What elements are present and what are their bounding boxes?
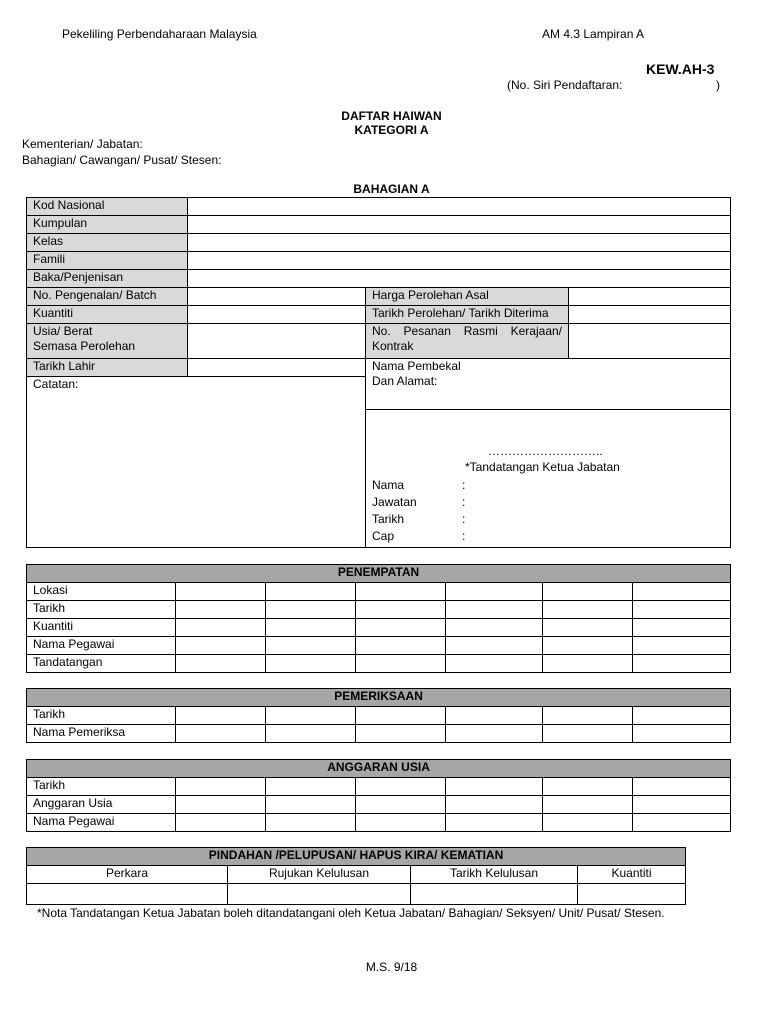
field-no-pengenalan[interactable] bbox=[188, 288, 366, 306]
anggaran-cell[interactable] bbox=[266, 814, 356, 832]
sig-label-jawatan: Jawatan bbox=[372, 495, 417, 509]
anggaran-cell[interactable] bbox=[356, 778, 446, 796]
label-catatan: Catatan: bbox=[33, 377, 79, 391]
pemeriksaan-cell[interactable] bbox=[633, 707, 731, 725]
field-famili[interactable] bbox=[188, 252, 731, 270]
anggaran-cell[interactable] bbox=[176, 814, 266, 832]
label-pesanan bbox=[366, 324, 569, 359]
anggaran-cell[interactable] bbox=[446, 778, 543, 796]
anggaran-cell[interactable] bbox=[446, 796, 543, 814]
penempatan-title: PENEMPATAN bbox=[27, 565, 731, 583]
field-pesanan[interactable] bbox=[569, 324, 731, 359]
pemeriksaan-cell[interactable] bbox=[356, 707, 446, 725]
pemeriksaan-cell[interactable] bbox=[176, 707, 266, 725]
field-kod-nasional[interactable] bbox=[188, 198, 731, 216]
pemeriksaan-cell[interactable] bbox=[446, 725, 543, 743]
anggaran-cell[interactable] bbox=[356, 814, 446, 832]
penempatan-cell[interactable] bbox=[176, 619, 266, 637]
anggaran-cell[interactable] bbox=[543, 778, 633, 796]
label-kelas: Kelas bbox=[27, 234, 188, 252]
penempatan-row-label: Lokasi bbox=[27, 583, 176, 601]
anggaran-cell[interactable] bbox=[543, 814, 633, 832]
label-tarikh-lahir: Tarikh Lahir bbox=[27, 359, 188, 377]
label-usia-line1: Usia/ Berat bbox=[33, 324, 93, 338]
footnote: *Nota Tandatangan Ketua Jabatan boleh ditandatangani oleh Ketua Jabatan/ Bahagian/ Seksyen/ Unit/ Pusat/ Stesen. bbox=[37, 906, 665, 920]
pemeriksaan-cell[interactable] bbox=[543, 707, 633, 725]
pindahan-cell[interactable] bbox=[228, 884, 411, 905]
penempatan-cell[interactable] bbox=[176, 601, 266, 619]
penempatan-cell[interactable] bbox=[266, 583, 356, 601]
sig-label-tarikh: Tarikh bbox=[372, 512, 405, 526]
section-a-table bbox=[26, 197, 731, 548]
page-title: DAFTAR HAIWAN bbox=[341, 109, 442, 123]
label-pesanan-line1: No. Pesanan Rasmi Kerajaan/ bbox=[372, 324, 562, 338]
field-catatan[interactable] bbox=[27, 377, 366, 548]
signature-line: ……………………….. bbox=[488, 444, 603, 458]
header-left: Pekeliling Perbendaharaan Malaysia bbox=[62, 27, 257, 41]
pindahan-cell[interactable] bbox=[578, 884, 686, 905]
anggaran-row-label: Anggaran Usia bbox=[27, 796, 176, 814]
field-baka[interactable] bbox=[188, 270, 731, 288]
field-tarikh-lahir[interactable] bbox=[188, 359, 366, 377]
penempatan-cell[interactable] bbox=[446, 655, 543, 673]
pindahan-col-rujukan: Rujukan Kelulusan bbox=[228, 866, 411, 884]
page-number: M.S. 9/18 bbox=[365, 960, 418, 974]
penempatan-row-label: Tarikh bbox=[27, 601, 176, 619]
pemeriksaan-cell[interactable] bbox=[633, 725, 731, 743]
field-kuantiti[interactable] bbox=[188, 306, 366, 324]
penempatan-row-label: Tandatangan bbox=[27, 655, 176, 673]
anggaran-table bbox=[26, 759, 731, 832]
penempatan-cell[interactable] bbox=[356, 619, 446, 637]
label-famili: Famili bbox=[27, 252, 188, 270]
penempatan-cell[interactable] bbox=[266, 655, 356, 673]
penempatan-cell[interactable] bbox=[356, 583, 446, 601]
pemeriksaan-row-label: Tarikh bbox=[27, 707, 176, 725]
penempatan-row-label: Kuantiti bbox=[27, 619, 176, 637]
pemeriksaan-row-label: Nama Pemeriksa bbox=[27, 725, 176, 743]
pindahan-table bbox=[26, 847, 686, 905]
pindahan-col-kuantiti: Kuantiti bbox=[578, 866, 686, 884]
label-harga: Harga Perolehan Asal bbox=[366, 288, 569, 306]
pindahan-col-perkara: Perkara bbox=[27, 866, 228, 884]
serial-close: ) bbox=[716, 78, 720, 92]
penempatan-cell[interactable] bbox=[446, 637, 543, 655]
pemeriksaan-cell[interactable] bbox=[176, 725, 266, 743]
penempatan-cell[interactable] bbox=[633, 583, 731, 601]
penempatan-cell[interactable] bbox=[543, 655, 633, 673]
serial-label: (No. Siri Pendaftaran: bbox=[507, 78, 623, 92]
penempatan-cell[interactable] bbox=[543, 619, 633, 637]
penempatan-cell[interactable] bbox=[633, 619, 731, 637]
penempatan-cell[interactable] bbox=[543, 583, 633, 601]
label-no-pengenalan: No. Pengenalan/ Batch bbox=[27, 288, 188, 306]
pemeriksaan-cell[interactable] bbox=[356, 725, 446, 743]
label-kumpulan: Kumpulan bbox=[27, 216, 188, 234]
penempatan-cell[interactable] bbox=[633, 601, 731, 619]
penempatan-cell[interactable] bbox=[543, 601, 633, 619]
field-usia[interactable] bbox=[188, 324, 366, 359]
anggaran-cell[interactable] bbox=[356, 796, 446, 814]
sig-sep-nama: : bbox=[462, 478, 466, 492]
penempatan-cell[interactable] bbox=[543, 637, 633, 655]
penempatan-cell[interactable] bbox=[266, 637, 356, 655]
pemeriksaan-table bbox=[26, 688, 731, 743]
label-pesanan-line2: Kontrak bbox=[372, 339, 414, 353]
penempatan-cell[interactable] bbox=[176, 637, 266, 655]
ministry-label: Kementerian/ Jabatan: bbox=[22, 137, 143, 151]
sig-label-nama: Nama bbox=[372, 478, 405, 492]
pemeriksaan-cell[interactable] bbox=[266, 725, 356, 743]
penempatan-cell[interactable] bbox=[176, 655, 266, 673]
penempatan-cell[interactable] bbox=[266, 619, 356, 637]
section-a-title: BAHAGIAN A bbox=[353, 182, 430, 196]
penempatan-cell[interactable] bbox=[633, 637, 731, 655]
penempatan-cell[interactable] bbox=[446, 601, 543, 619]
penempatan-cell[interactable] bbox=[633, 655, 731, 673]
penempatan-cell[interactable] bbox=[266, 601, 356, 619]
anggaran-row-label: Nama Pegawai bbox=[27, 814, 176, 832]
pemeriksaan-cell[interactable] bbox=[446, 707, 543, 725]
penempatan-cell[interactable] bbox=[176, 583, 266, 601]
penempatan-cell[interactable] bbox=[356, 601, 446, 619]
sig-sep-jawatan: : bbox=[462, 495, 466, 509]
anggaran-cell[interactable] bbox=[633, 814, 731, 832]
field-harga[interactable] bbox=[569, 288, 731, 306]
signature-block bbox=[366, 410, 731, 548]
penempatan-cell[interactable] bbox=[446, 619, 543, 637]
penempatan-cell[interactable] bbox=[356, 655, 446, 673]
anggaran-cell[interactable] bbox=[446, 814, 543, 832]
sig-label-cap: Cap bbox=[372, 529, 395, 543]
anggaran-cell[interactable] bbox=[633, 796, 731, 814]
pemeriksaan-cell[interactable] bbox=[266, 707, 356, 725]
label-kod-nasional: Kod Nasional bbox=[27, 198, 188, 216]
sig-sep-cap: : bbox=[462, 529, 466, 543]
penempatan-cell[interactable] bbox=[356, 637, 446, 655]
anggaran-cell[interactable] bbox=[633, 778, 731, 796]
field-kelas[interactable] bbox=[188, 234, 731, 252]
pemeriksaan-title: PEMERIKSAAN bbox=[27, 689, 731, 707]
penempatan-cell[interactable] bbox=[446, 583, 543, 601]
form-code: KEW.AH-3 bbox=[646, 61, 715, 77]
pindahan-title: PINDAHAN /PELUPUSAN/ HAPUS KIRA/ KEMATIAN bbox=[27, 848, 686, 866]
anggaran-cell[interactable] bbox=[266, 796, 356, 814]
pindahan-cell[interactable] bbox=[27, 884, 228, 905]
field-pembekal[interactable] bbox=[366, 359, 731, 410]
sig-sep-tarikh: : bbox=[462, 512, 466, 526]
penempatan-table bbox=[26, 564, 731, 673]
anggaran-cell[interactable] bbox=[176, 796, 266, 814]
anggaran-title: ANGGARAN USIA bbox=[27, 760, 731, 778]
label-pembekal-line2: Dan Alamat: bbox=[372, 374, 438, 388]
signature-caption: *Tandatangan Ketua Jabatan bbox=[465, 460, 620, 474]
anggaran-cell[interactable] bbox=[266, 778, 356, 796]
field-kumpulan[interactable] bbox=[188, 216, 731, 234]
anggaran-row-label: Tarikh bbox=[27, 778, 176, 796]
penempatan-row-label: Nama Pegawai bbox=[27, 637, 176, 655]
label-pembekal-line1: Nama Pembekal bbox=[372, 359, 461, 373]
page-subtitle: KATEGORI A bbox=[354, 123, 429, 137]
label-usia bbox=[27, 324, 188, 359]
anggaran-cell[interactable] bbox=[176, 778, 266, 796]
header-right: AM 4.3 Lampiran A bbox=[542, 27, 645, 41]
label-usia-line2: Semasa Perolehan bbox=[33, 339, 136, 353]
label-baka: Baka/Penjenisan bbox=[27, 270, 188, 288]
label-kuantiti: Kuantiti bbox=[27, 306, 188, 324]
pemeriksaan-cell[interactable] bbox=[543, 725, 633, 743]
division-label: Bahagian/ Cawangan/ Pusat/ Stesen: bbox=[22, 153, 222, 167]
field-tarikh-perolehan[interactable] bbox=[569, 306, 731, 324]
pindahan-col-tarikh: Tarikh Kelulusan bbox=[411, 866, 578, 884]
pindahan-cell[interactable] bbox=[411, 884, 578, 905]
anggaran-cell[interactable] bbox=[543, 796, 633, 814]
label-tarikh-perolehan: Tarikh Perolehan/ Tarikh Diterima bbox=[366, 306, 569, 324]
